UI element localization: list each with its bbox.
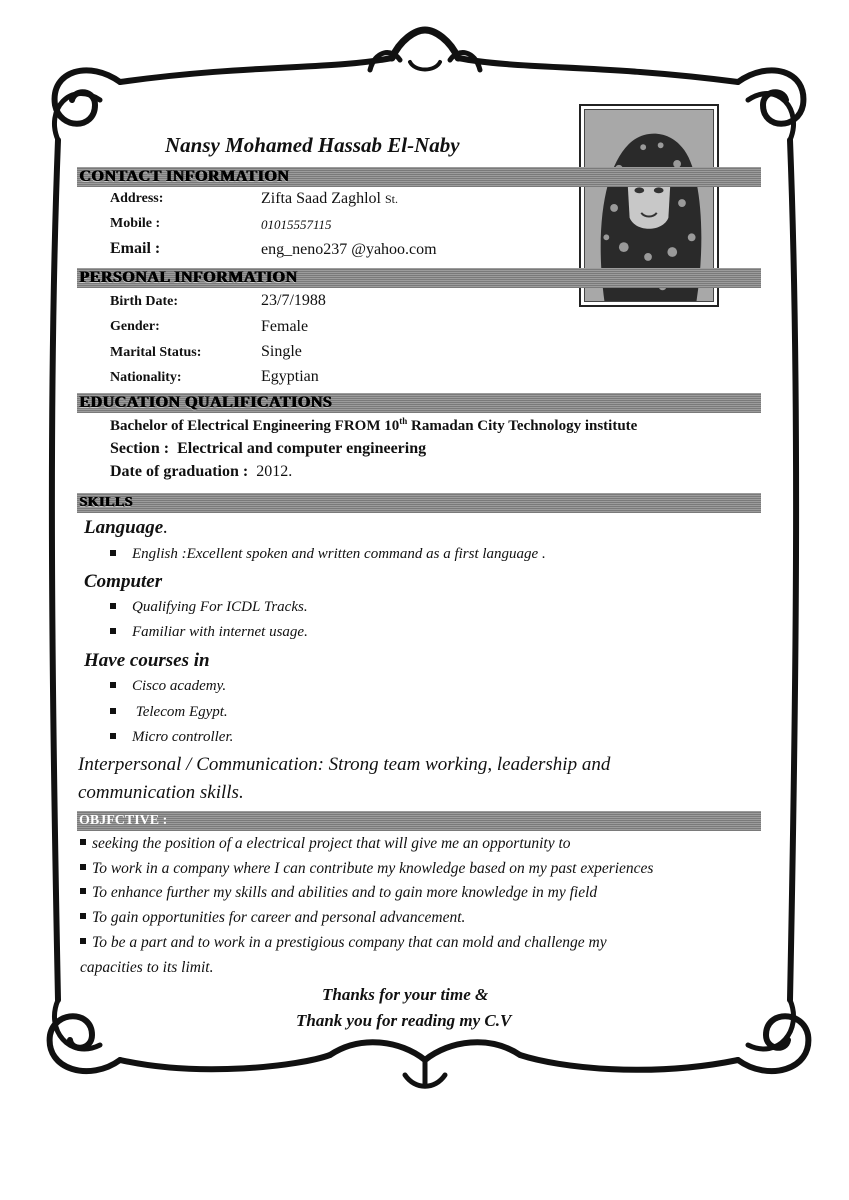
language-item-text: English :Excellent spoken and written command as a first language . (132, 546, 546, 562)
course-item-text: Micro controller. (132, 729, 234, 745)
computer-item (110, 624, 308, 641)
language-heading (84, 517, 168, 539)
candidate-name: Nansy Mohamed Hassab El-Naby (165, 133, 460, 157)
language-item (110, 546, 546, 563)
bullet-icon (110, 628, 116, 634)
bullet-icon (80, 888, 86, 894)
graduation-value: 2012. (256, 463, 293, 480)
section-value: Electrical and computer engineering (177, 440, 427, 457)
computer-item-text: Qualifying For ICDL Tracks. (132, 599, 308, 615)
objective-continuation: capacities to its limit. (80, 959, 214, 976)
courses-heading: Have courses in (84, 650, 210, 671)
section-bar-skills (77, 493, 761, 513)
birth-date-value: 23/7/1988 (261, 292, 326, 309)
objective-item (80, 934, 607, 952)
mobile-label: Mobile : (110, 216, 161, 231)
objective-item (80, 835, 571, 853)
computer-item-text: Familiar with internet usage. (132, 624, 308, 640)
interpersonal-line-2: communication skills. (78, 782, 244, 803)
graduation-line (110, 463, 292, 481)
nationality-label: Nationality: (110, 370, 182, 385)
section-title-skills: SKILLS (79, 495, 133, 510)
objective-item-text: To enhance further my skills and abilities and to gain more knowledge in my field (92, 884, 598, 901)
address-value (261, 190, 398, 208)
objective-item-text: seeking the position of a electrical project that will give me an opportunity to (92, 835, 571, 852)
bullet-icon (80, 938, 86, 944)
section-bar-objective (77, 811, 761, 831)
section-bar-contact (77, 167, 761, 187)
objective-item (80, 884, 597, 902)
language-heading-text: Language (84, 517, 164, 538)
computer-heading: Computer (84, 571, 163, 592)
bullet-icon (110, 603, 116, 609)
section-line (110, 440, 426, 458)
section-title-contact: CONTACT INFORMATION (79, 168, 289, 185)
bullet-icon (110, 550, 116, 556)
birth-date-label: Birth Date: (110, 294, 179, 309)
section-bar-personal (77, 268, 761, 288)
degree-line (110, 416, 637, 435)
closing-line-2: Thank you for reading my C.V (296, 1011, 512, 1030)
email-value: eng_neno237 @yahoo.com (261, 241, 437, 258)
marital-status-label: Marital Status: (110, 345, 202, 360)
bullet-icon (80, 913, 86, 919)
course-item-text: Telecom Egypt. (132, 704, 228, 720)
bullet-icon (80, 839, 86, 845)
degree-text: Bachelor of Electrical Engineering FROM 10 (110, 418, 400, 434)
course-item-text: Cisco academy. (132, 678, 227, 694)
objective-item-text: To be a part and to work in a prestigious company that can mold and challenge my (92, 934, 607, 951)
interpersonal-line-1: Interpersonal / Communication: Strong team working, leadership and (78, 754, 611, 775)
computer-item (110, 599, 308, 616)
gender-label: Gender: (110, 319, 160, 334)
address-suffix: St. (384, 192, 398, 206)
address-label: Address: (110, 191, 164, 206)
section-title-personal: PERSONAL INFORMATION (79, 269, 298, 286)
section-bar-education (77, 393, 761, 413)
gender-value: Female (261, 318, 309, 335)
bullet-icon (110, 682, 116, 688)
marital-status-value: Single (261, 343, 302, 360)
objective-item-text: To gain opportunities for career and personal advancement. (92, 909, 466, 926)
course-item (110, 704, 228, 721)
graduation-label: Date of graduation : (110, 463, 249, 480)
course-item (110, 729, 233, 746)
closing-line-1: Thanks for your time & (322, 985, 489, 1004)
degree-institute: Ramadan City Technology institute (407, 418, 638, 434)
section-label: Section : (110, 440, 170, 457)
objective-item (80, 909, 465, 927)
bullet-icon (110, 733, 116, 739)
address-text: Zifta Saad Zaghlol (261, 190, 381, 207)
nationality-value: Egyptian (261, 368, 319, 385)
degree-sup: th (399, 416, 408, 426)
bullet-icon (80, 864, 86, 870)
objective-item-text: To work in a company where I can contribute my knowledge based on my past experiences (92, 860, 654, 877)
section-title-objective: OBJFCTIVE : (79, 813, 168, 828)
bullet-icon (110, 708, 116, 714)
objective-item (80, 860, 653, 878)
mobile-value: 01015557115 (261, 217, 332, 232)
course-item (110, 678, 226, 695)
section-title-education: EDUCATION QUALIFICATIONS (79, 394, 332, 411)
email-label: Email : (110, 240, 161, 257)
language-heading-dot: . (163, 517, 168, 538)
